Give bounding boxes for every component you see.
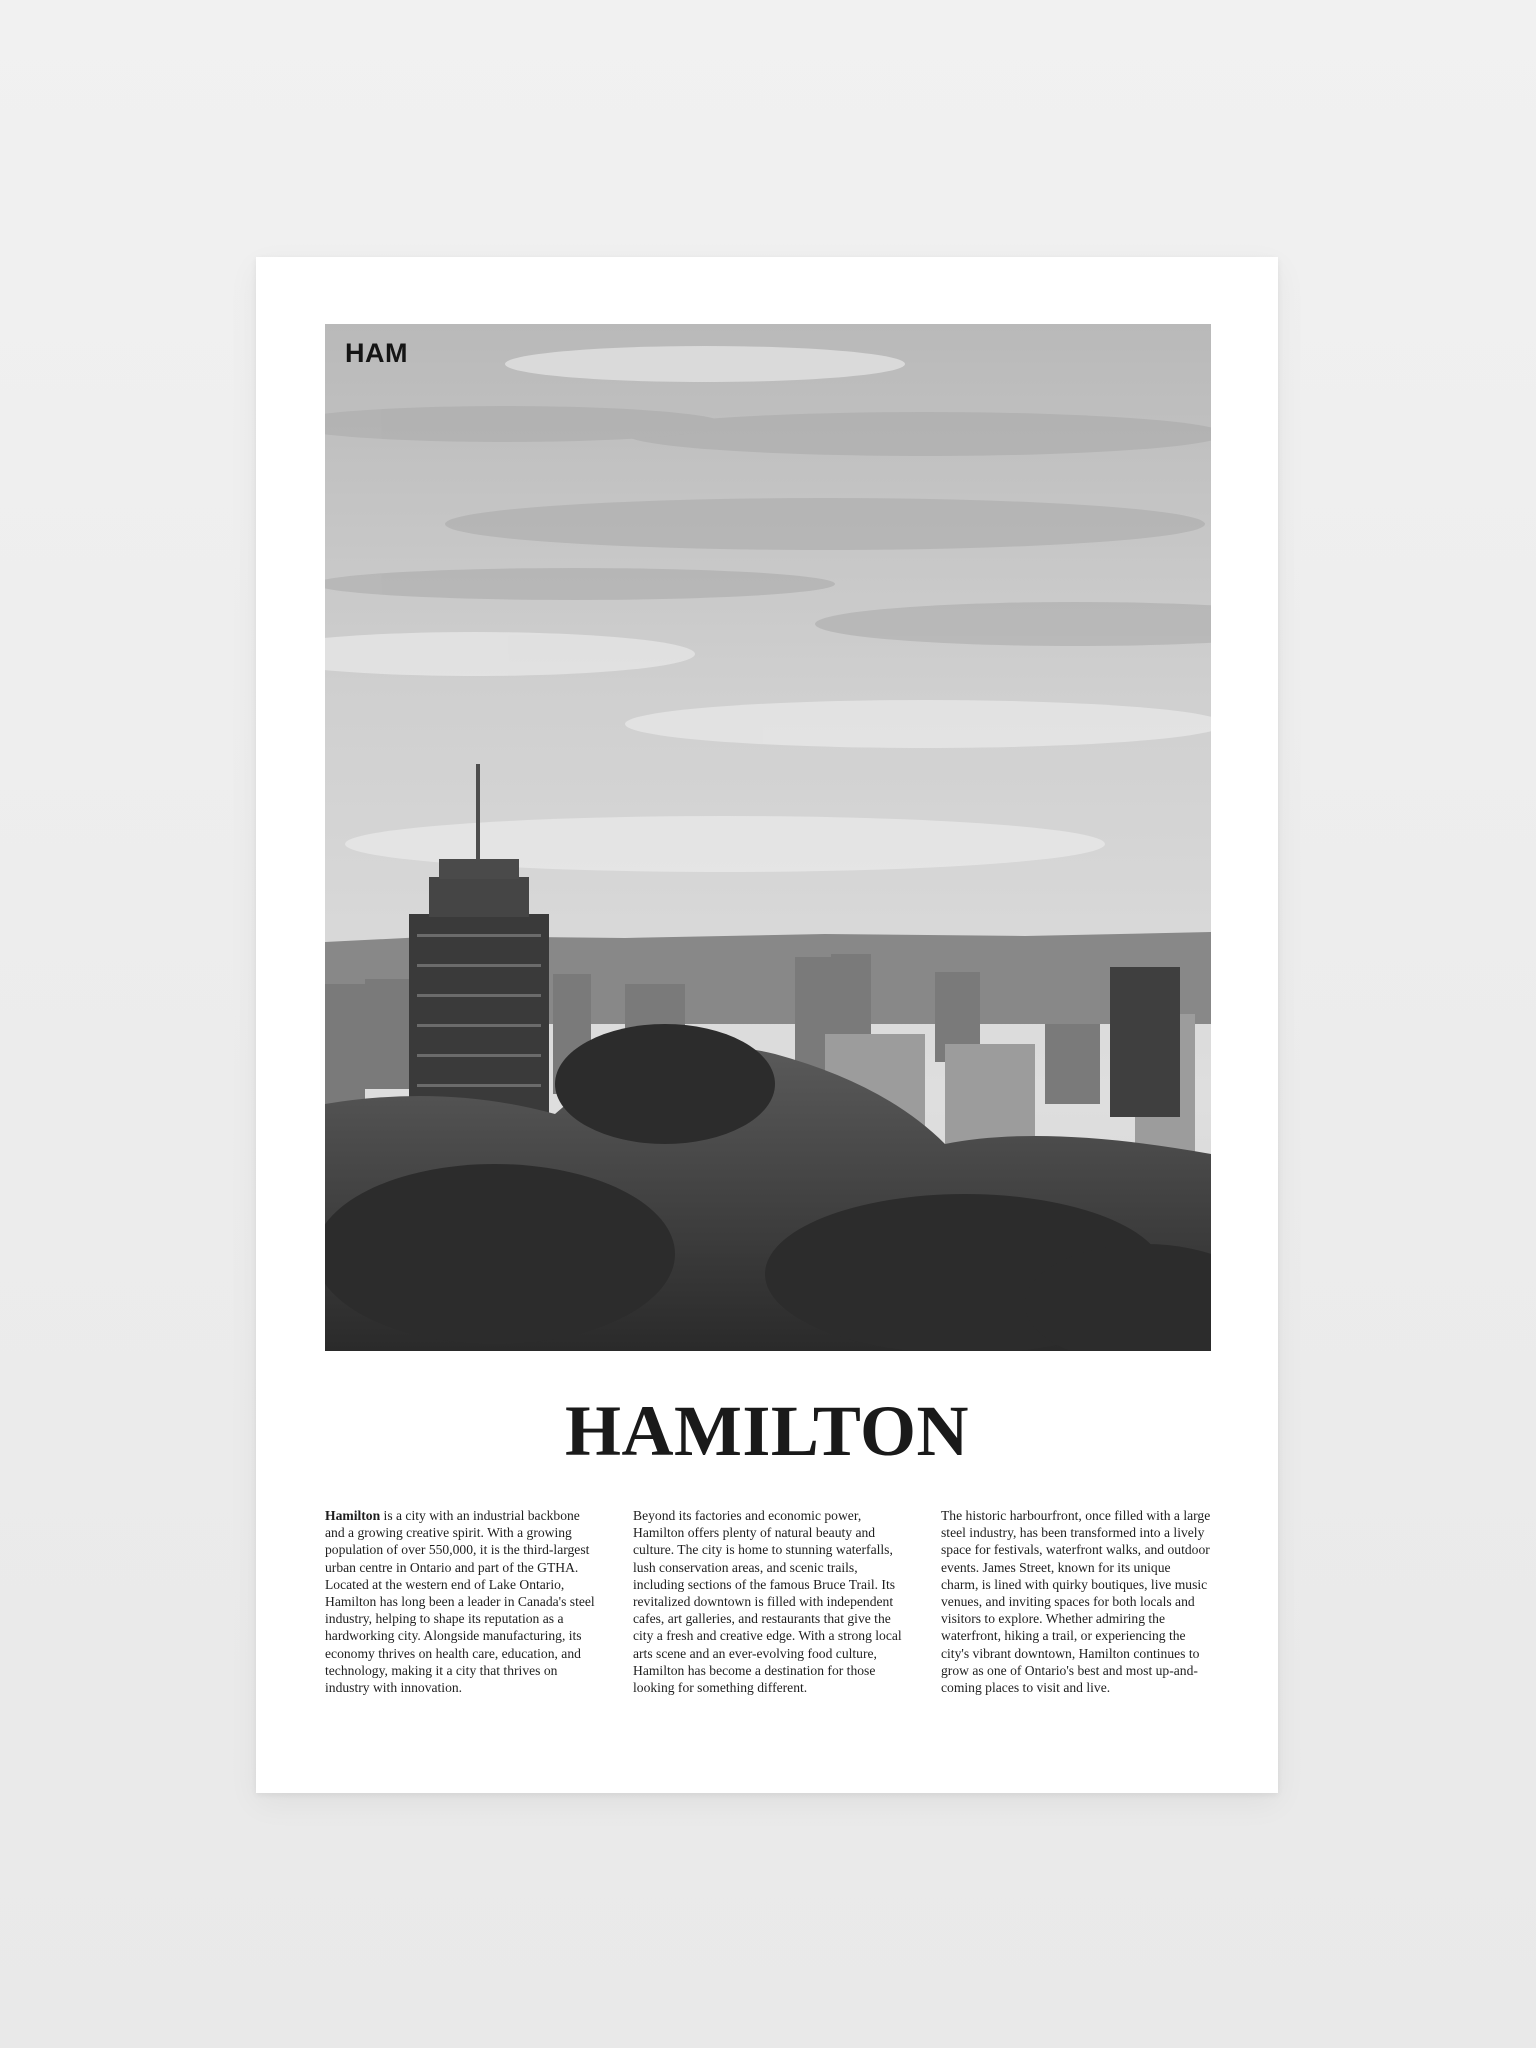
lead-word: Hamilton	[325, 1508, 381, 1523]
text-column-1	[325, 1507, 595, 1696]
text-column-3	[941, 1507, 1211, 1696]
city-skyline-photo	[325, 324, 1211, 1351]
column-3-text: The historic harbourfront, once filled with a large steel industry, has been transformed into a lively space for festivals, waterfront walks, and outdoor events. James Street, known for its unique charm, is lined with quirky boutiques, live music venues, and inviting spaces for both locals and visitors to explore. Whether admiring the waterfront, hiking a trail, or experiencing the city's vibrant downtown, Hamilton continues to grow as one of Ontario's best and most up-and-coming places to visit and live.	[941, 1508, 1211, 1696]
text-column-2	[633, 1507, 903, 1696]
text-columns	[325, 1507, 1211, 1696]
poster-title: HAMILTON	[564, 1391, 970, 1471]
city-code: HAM	[345, 338, 408, 368]
column-1-text: is a city with an industrial backbone and a growing creative spirit. With a growing population of over 550,000, it is the third-largest urban centre in Ontario and part of the GTHA. Located at the western end of Lake Ontario, Hamilton has long been a leader in Canada's steel industry, helping to shape its reputation as a hardworking city. Alongside manufacturing, its economy thrives on health care, education, and technology, making it a city that thrives on industry with innovation.	[325, 1508, 595, 1696]
skyline-illustration	[325, 324, 1211, 1351]
column-2-text: Beyond its factories and economic power, Hamilton offers plenty of natural beauty and culture. The city is home to stunning waterfalls, lush conservation areas, and scenic trails, including sections of the famous Bruce Trail. Its revitalized downtown is filled with independent cafes, art galleries, and restaurants that give the city a fresh and creative edge. With a strong local arts scene and an ever-evolving food culture, Hamilton has become a destination for those looking for something different.	[633, 1508, 902, 1696]
poster	[256, 257, 1278, 1793]
